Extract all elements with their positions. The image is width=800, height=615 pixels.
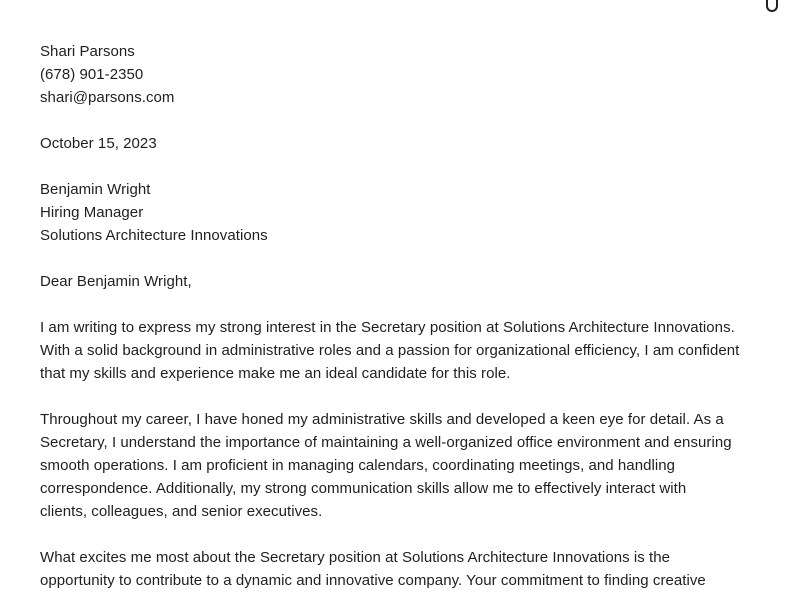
- recipient-name: Benjamin Wright: [40, 181, 151, 198]
- paragraph-line: smooth operations. I am proficient in managing calendars, coordinating meetings, and handling: [40, 457, 676, 474]
- paragraph-line: clients, colleagues, and senior executives.: [40, 503, 323, 520]
- salutation: Dear Benjamin Wright,: [40, 273, 192, 290]
- body-paragraph-1: [40, 316, 770, 385]
- paragraph-line: I am writing to express my strong interest in the Secretary position at Solutions Architecture Innovations.: [40, 319, 735, 336]
- paragraph-line: correspondence. Additionally, my strong communication skills allow me to effectively interact with: [40, 480, 687, 497]
- cover-letter-document: [40, 40, 770, 615]
- paragraph-line: With a solid background in administrative roles and a passion for organizational efficiency, I am confident: [40, 342, 740, 359]
- recipient-title: Hiring Manager: [40, 204, 144, 221]
- sender-email: shari@parsons.com: [40, 89, 175, 106]
- letter-date: October 15, 2023: [40, 135, 157, 152]
- date-block: [40, 132, 770, 155]
- paragraph-line: Throughout my career, I have honed my administrative skills and developed a keen eye for detail. As a: [40, 411, 724, 428]
- partial-corner-icon: [766, 0, 778, 12]
- paragraph-line: Secretary, I understand the importance of maintaining a well-organized office environment and ensuring: [40, 434, 732, 451]
- sender-name: Shari Parsons: [40, 43, 135, 60]
- paragraph-line: that my skills and experience make me an ideal candidate for this role.: [40, 365, 511, 382]
- sender-phone: (678) 901-2350: [40, 66, 144, 83]
- body-paragraph-2: [40, 408, 770, 523]
- paragraph-line: What excites me most about the Secretary position at Solutions Architecture Innovations is the: [40, 549, 671, 566]
- paragraph-line: opportunity to contribute to a dynamic and innovative company. Your commitment to finding creative: [40, 572, 706, 589]
- recipient-company: Solutions Architecture Innovations: [40, 227, 268, 244]
- sender-block: [40, 40, 770, 109]
- salutation-block: [40, 270, 770, 293]
- recipient-block: [40, 178, 770, 247]
- body-paragraph-3: [40, 546, 770, 592]
